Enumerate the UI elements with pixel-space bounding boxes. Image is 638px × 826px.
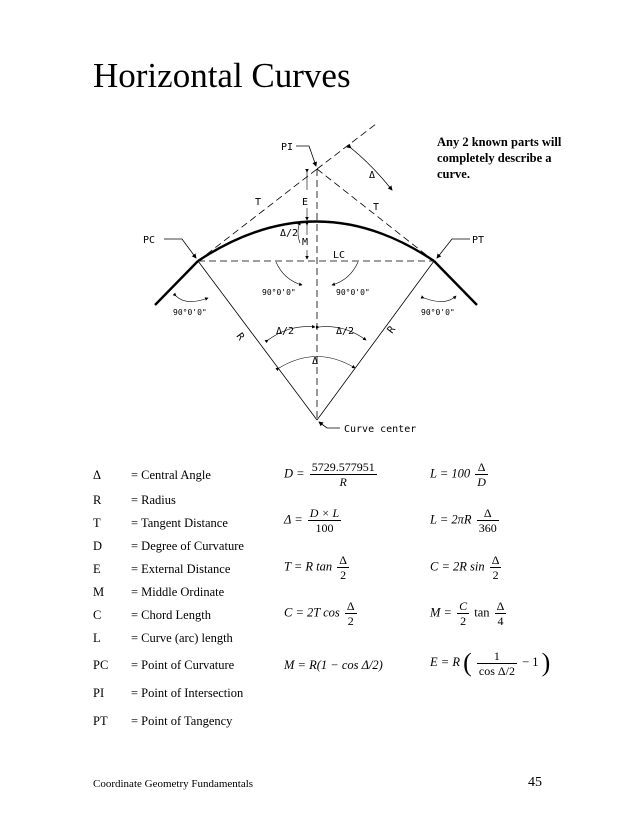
definition-symbol: M <box>93 585 105 599</box>
formula-length-from-r <box>430 506 501 535</box>
t-label-right: T <box>373 202 380 213</box>
road-tangent-left <box>155 261 198 305</box>
radius-line-left <box>198 261 317 420</box>
angle-90-4: 90°0'0" <box>421 308 455 317</box>
formula-lhs: L = 100 <box>430 466 471 481</box>
formula-denominator: cos Δ/2 <box>478 663 515 678</box>
formula-lhs: C = 2R sin <box>430 559 485 574</box>
formula-numerator: Δ <box>496 599 505 613</box>
definition-text: = Degree of Curvature <box>131 539 244 553</box>
definition-symbol: R <box>93 493 102 507</box>
page-number: 45 <box>528 775 542 790</box>
formula-numerator: C <box>459 599 468 613</box>
formula-numerator: Δ <box>339 553 347 567</box>
formula-chord-cos <box>284 599 359 628</box>
formula-central-angle <box>284 506 343 535</box>
formula-lhs: C = 2T cos <box>284 605 340 620</box>
formula-numerator: D × L <box>309 506 340 520</box>
formula-tail: − 1 <box>522 654 539 669</box>
circular-curve <box>198 222 434 262</box>
footer-text: Coordinate Geometry Fundamentals <box>93 778 254 790</box>
formula-numerator: Δ <box>491 553 500 567</box>
angle-90-3: 90°0'0" <box>173 308 207 317</box>
tangent-line-ahead <box>317 169 434 261</box>
curve-center-leader <box>319 422 340 428</box>
r-label-right: R <box>385 324 399 336</box>
definition-symbol: PI <box>93 686 105 700</box>
half-delta-left-label: Δ/2 <box>276 326 295 337</box>
formula-denominator: R <box>339 475 347 489</box>
definition-text: = Chord Length <box>131 608 211 622</box>
pi-leader <box>296 146 316 166</box>
formula-paren-open: ( <box>463 648 472 677</box>
lc-label: LC <box>333 250 346 261</box>
formula-lhs: E = R <box>430 654 460 669</box>
road-tangent-right <box>434 261 477 305</box>
formula-numerator: 5729.577951 <box>311 460 375 474</box>
curve-center-label: Curve center <box>344 424 417 435</box>
formula-function: tan <box>474 605 490 620</box>
formula-denominator: 2 <box>492 568 499 582</box>
definition-text: = Point of Curvature <box>131 658 235 672</box>
formula-denominator: 360 <box>478 521 497 535</box>
formula-lhs: T = R tan <box>284 559 333 574</box>
m-label: M <box>302 237 309 248</box>
formula-numerator: Δ <box>477 506 499 521</box>
delta-top-label: Δ <box>369 170 376 181</box>
pi-label: PI <box>281 142 294 153</box>
formula-numerator: 1 <box>477 649 517 664</box>
definition-text: = Radius <box>131 493 176 507</box>
formula-numerator: Δ <box>346 599 355 613</box>
t-label-left: T <box>255 197 262 208</box>
formula-tangent <box>284 553 351 582</box>
definition-text: = Point of Tangency <box>131 714 233 728</box>
pt-leader <box>437 239 470 258</box>
definition-text: = Middle Ordinate <box>131 585 225 599</box>
note-text: Any 2 known parts will completely describe a curve. <box>437 135 562 181</box>
definition-symbol: T <box>93 516 101 530</box>
formula-lhs: Δ = <box>284 512 303 527</box>
definition-text: = Point of Intersection <box>131 686 244 700</box>
formula-denominator: 2 <box>347 614 354 628</box>
definition-text: = Tangent Distance <box>131 516 228 530</box>
definition-symbol: E <box>93 562 101 576</box>
r-label-left: R <box>233 331 247 343</box>
definition-text: = External Distance <box>131 562 231 576</box>
half-delta-mid-label: Δ/2 <box>280 228 299 239</box>
definition-symbol: C <box>93 608 102 622</box>
formula-denominator: 2 <box>460 614 467 628</box>
definition-symbol: D <box>93 539 103 553</box>
formula-denominator: 4 <box>497 614 504 628</box>
formula-middle-ordinate-tan <box>430 599 508 628</box>
pc-label: PC <box>143 235 156 246</box>
formula-middle-ordinate-cos <box>284 658 383 673</box>
pt-label: PT <box>472 235 485 246</box>
definition-symbol: PT <box>93 714 108 728</box>
tangent-line-back <box>198 169 317 261</box>
pc-leader <box>164 239 196 258</box>
half-delta-right-label: Δ/2 <box>336 326 355 337</box>
formula-chord-sin <box>430 553 503 582</box>
formula-lhs: L = 2πR <box>430 512 472 527</box>
delta-center-label: Δ <box>312 356 319 367</box>
half-delta-arc-mid <box>298 222 300 243</box>
page-title: Horizontal Curves <box>93 56 351 95</box>
formula-degree-of-curvature <box>284 460 379 489</box>
formula-external <box>430 648 550 678</box>
definition-symbol: Δ <box>93 468 102 482</box>
formula-length-from-d <box>430 460 490 489</box>
angle-90-2: 90°0'0" <box>336 288 370 297</box>
radius-line-right <box>317 261 434 420</box>
formula-lhs: M = <box>430 605 452 620</box>
delta-arc-top <box>351 148 392 190</box>
formula-lhs: D = <box>284 466 305 481</box>
e-label: E <box>302 197 309 208</box>
formula-paren-close: ) <box>541 648 551 677</box>
definition-symbol: L <box>93 631 101 645</box>
formula-denominator: 2 <box>340 568 347 582</box>
formula-denominator: 100 <box>315 521 334 535</box>
formula-numerator: Δ <box>475 460 488 475</box>
definition-text: = Curve (arc) length <box>131 631 233 645</box>
formula-denominator: D <box>477 475 486 489</box>
formula-text: M = R(1 − cos Δ/2) <box>284 658 383 672</box>
definition-symbol: PC <box>93 658 109 672</box>
angle-90-1: 90°0'0" <box>262 288 296 297</box>
definition-text: = Central Angle <box>131 468 211 482</box>
